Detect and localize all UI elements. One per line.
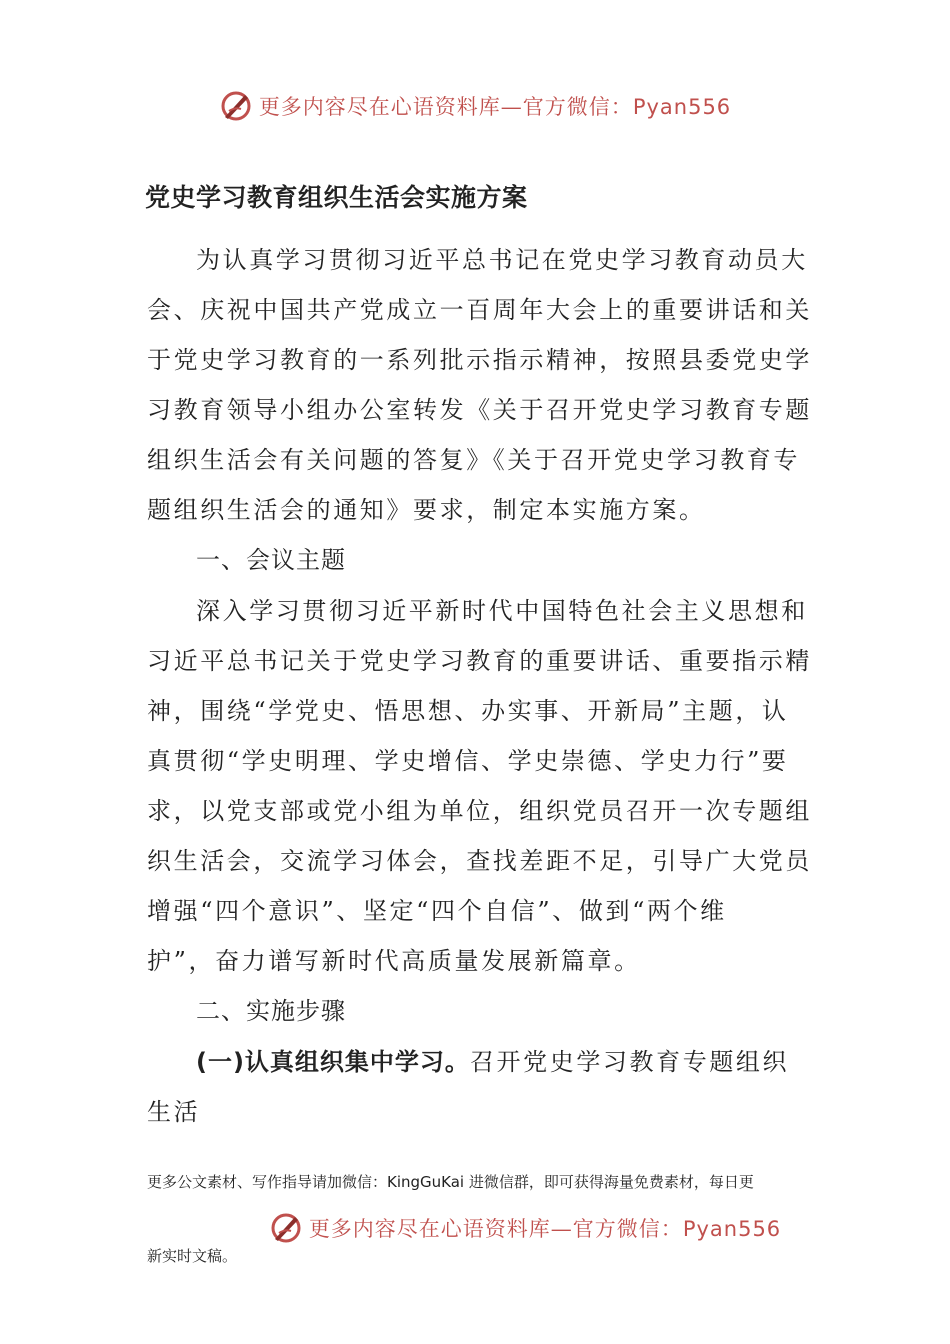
section-heading-1: 一、会议主题: [196, 546, 346, 574]
header-banner: [0, 86, 950, 126]
intro-line: 题组织生活会的通知》要求，制定本实施方案。: [147, 496, 706, 524]
sub1-bold-heading: (一)认真组织集中学习。: [196, 1048, 470, 1076]
section1-line: 习近平总书记关于党史学习教育的重要讲话、重要指示精: [147, 647, 812, 675]
section1-line: 增强“四个意识”、坚定“四个自信”、做到“两个维: [147, 897, 727, 925]
banner-wechat-id: Pyan556: [632, 95, 732, 119]
intro-line: 为认真学习贯彻习近平总书记在党史学习教育动员大: [196, 246, 808, 274]
section1-line: 神，围绕“学党史、悟思想、办实事、开新局”主题，认: [147, 697, 789, 725]
section1-line: 护”，奋力谱写新时代高质量发展新篇章。: [147, 947, 641, 975]
section2-sub1-cont: 生活: [147, 1098, 201, 1126]
intro-line: 习教育领导小组办公室转发《关于召开党史学习教育专题: [147, 396, 812, 424]
pen-logo-icon: [269, 1211, 303, 1245]
sub1-text: 召开党史学习教育专题组织: [469, 1048, 790, 1076]
banner-wechat-id: Pyan556: [682, 1217, 782, 1241]
section1-line: 求，以党支部或党小组为单位，组织党员召开一次专题组: [147, 797, 812, 825]
intro-line: 会、庆祝中国共产党成立一百周年大会上的重要讲话和关: [147, 296, 812, 324]
section2-sub1: [196, 1045, 790, 1079]
section1-line: 深入学习贯彻习近平新时代中国特色社会主义思想和: [196, 597, 808, 625]
banner-content: [219, 89, 731, 123]
banner-text: 更多内容尽在心语资料库—官方微信：Pyan556: [258, 95, 732, 119]
section-heading-2: 二、实施步骤: [196, 997, 346, 1025]
pen-logo-icon: [219, 89, 253, 123]
intro-line: 于党史学习教育的一系列批示指示精神，按照县委党史学: [147, 346, 812, 374]
document-title: 党史学习教育组织生活会实施方案: [145, 183, 528, 212]
footer-banner: [0, 1208, 950, 1248]
section1-line: 真贯彻“学史明理、学史增信、学史崇德、学史力行”要: [147, 747, 789, 775]
intro-line: 组织生活会有关问题的答复》《关于召开党史学习教育专: [147, 446, 800, 474]
section1-line: 织生活会，交流学习体会，查找差距不足，引导广大党员: [147, 847, 812, 875]
banner-text: 更多内容尽在心语资料库—官方微信：Pyan556: [308, 1217, 782, 1241]
footer-line-2: 新实时文稿。: [147, 1247, 238, 1265]
footer-line-1: 更多公文素材、写作指导请加微信：KingGuKai 进微信群，即可获得海量免费素材，每日更: [147, 1173, 754, 1191]
banner-content: [269, 1211, 781, 1245]
